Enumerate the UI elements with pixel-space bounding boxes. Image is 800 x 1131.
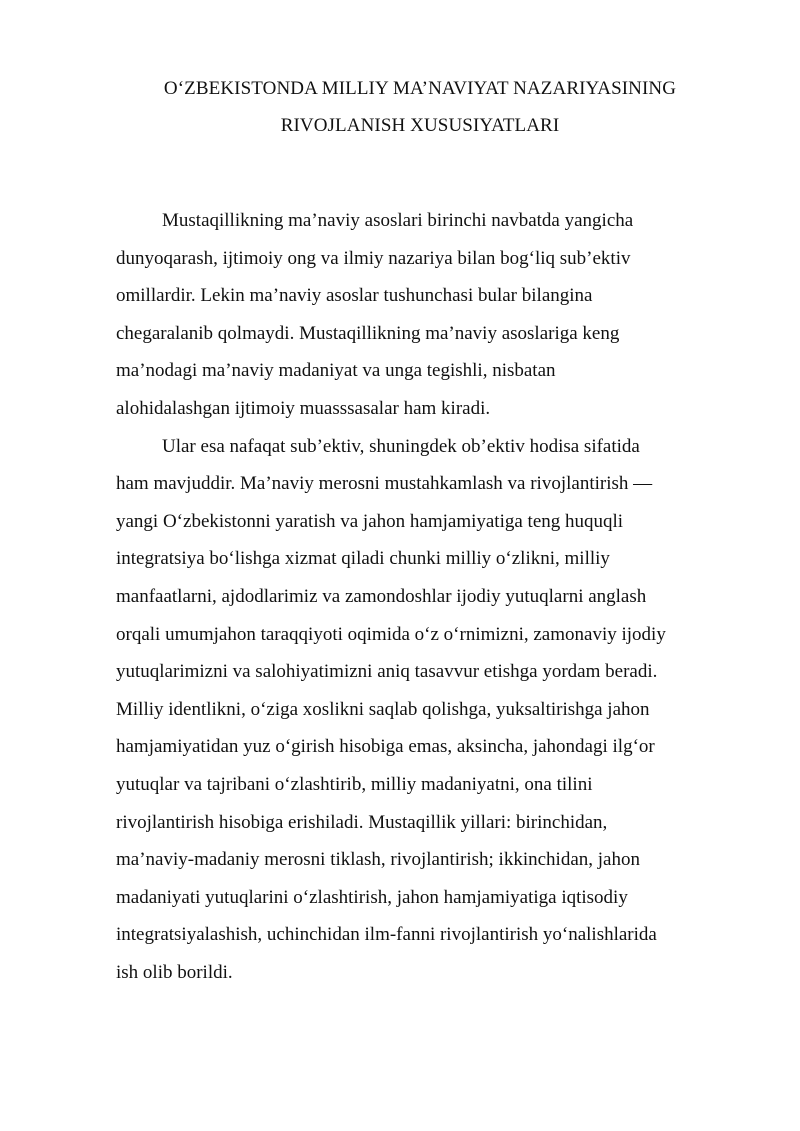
paragraph-line: integratsiya bo‘lishga xizmat qiladi chunki milliy o‘zlikni, milliy	[116, 548, 610, 570]
page-title	[115, 70, 725, 144]
title-line: O‘ZBEKISTONDA MILLIY MA’NAVIYAT NAZARIYASINING	[163, 78, 677, 99]
title-line: RIVOJLANISH XUSUSIYATLARI	[280, 115, 560, 136]
paragraph-line: ma’nodagi ma’naviy madaniyat va unga tegishli, nisbatan	[116, 360, 556, 382]
paragraph-line: Mustaqillikning ma’naviy asoslari birinchi navbatda yangicha	[162, 210, 634, 231]
paragraph-line: yutuqlar va tajribani o‘zlashtirib, milliy madaniyatni, ona tilini	[116, 773, 593, 795]
paragraph-line: chegaralanib qolmaydi. Mustaqillikning ma’naviy asoslariga keng	[116, 322, 620, 344]
paragraph-line: alohidalashgan ijtimoiy muasssasalar ham kiradi.	[116, 397, 491, 419]
paragraph-line: integratsiyalashish, uchinchidan ilm-fanni rivojlantirish yo‘nalishlarida	[116, 924, 657, 946]
paragraph-line: madaniyati yutuqlarini o‘zlashtirish, jahon hamjamiyatiga iqtisodiy	[116, 886, 628, 908]
paragraph-line: ham mavjuddir. Ma’naviy merosni mustahkamlash va rivojlantirish —	[116, 473, 653, 495]
paragraph-line: yangi O‘zbekistonni yaratish va jahon hamjamiyatiga teng huquqli	[116, 510, 624, 532]
paragraph-line: ma’naviy-madaniy merosni tiklash, rivojlantirish; ikkinchidan, jahon	[116, 849, 640, 871]
paragraph-1	[116, 202, 736, 428]
paragraph-line: rivojlantirish hisobiga erishiladi. Mustaqillik yillari: birinchidan,	[116, 811, 608, 833]
paragraph-line: orqali umumjahon taraqqiyoti oqimida o‘z o‘rnimizni, zamonaviy ijodiy	[116, 623, 666, 645]
paragraph-line: omillardir. Lekin ma’naviy asoslar tushunchasi bular bilangina	[116, 285, 593, 307]
paragraph-line: dunyoqarash, ijtimoiy ong va ilmiy nazariya bilan bog‘liq sub’ektiv	[116, 247, 631, 269]
paragraph-line: manfaatlarni, ajdodlarimiz va zamondoshlar ijodiy yutuqlarni anglash	[116, 585, 647, 607]
paragraph-line: ish olib borildi.	[116, 961, 233, 983]
document-body	[116, 202, 736, 991]
paragraph-line: hamjamiyatidan yuz o‘girish hisobiga emas, aksincha, jahondagi ilg‘or	[116, 736, 655, 758]
paragraph-line: yutuqlarimizni va salohiyatimizni aniq tasavvur etishga yordam beradi.	[116, 661, 658, 683]
paragraph-line: Milliy identlikni, o‘ziga xoslikni saqlab qolishga, yuksaltirishga jahon	[116, 698, 650, 720]
paragraph-line: Ular esa nafaqat sub’ektiv, shuningdek ob’ektiv hodisa sifatida	[162, 435, 640, 457]
paragraph-2	[116, 428, 736, 992]
